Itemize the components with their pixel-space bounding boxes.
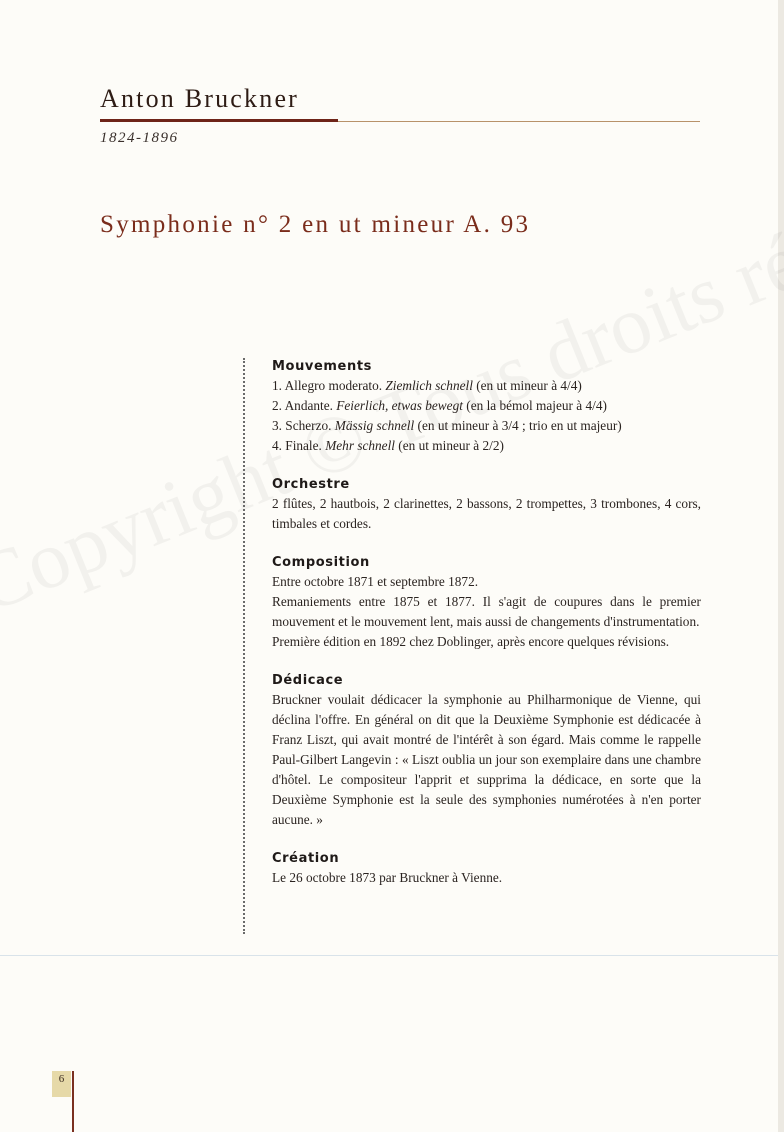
composition-revisions: Remaniements entre 1875 et 1877. Il s'agit de coupures dans le premier mouvement et le mouvement lent, mais aussi de changements d'instrumentation.: [272, 594, 701, 629]
movement-list: [272, 376, 701, 456]
section-mouvements: [272, 358, 701, 456]
composition-edition: Première édition en 1892 chez Doblinger, après encore quelques révisions.: [272, 634, 670, 649]
movement-item: 2. Andante. Feierlich, etwas bewegt (en la bémol majeur à 4/4): [272, 398, 607, 413]
composer-name: Anton Bruckner: [100, 84, 300, 113]
page-number: 6: [52, 1071, 71, 1097]
section-orchestre: [272, 476, 701, 534]
orchestra-text: 2 flûtes, 2 hautbois, 2 clarinettes, 2 bassons, 2 trompettes, 3 trombones, 4 cors, timbales et cordes.: [272, 496, 701, 531]
movement-item: 3. Scherzo. Mässig schnell (en ut mineur à 3/4 ; trio en ut majeur): [272, 418, 622, 433]
section-dedicace: [272, 672, 701, 830]
composition-date: Entre octobre 1871 et septembre 1872.: [272, 574, 479, 589]
page-edge: [778, 0, 784, 1132]
work-details: [272, 358, 701, 908]
dotted-divider: [243, 358, 247, 934]
section-heading: Orchestre: [272, 477, 350, 492]
bottom-rule: [0, 955, 778, 956]
work-title: Symphonie n° 2 en ut mineur A. 93: [100, 211, 531, 238]
section-creation: [272, 850, 701, 888]
section-heading: Mouvements: [272, 359, 372, 374]
composer-dates: 1824-1896: [100, 130, 179, 146]
section-heading: Composition: [272, 555, 370, 570]
dedication-text: Bruckner voulait dédicacer la symphonie au Philharmonique de Vienne, qui déclina l'offre. En général on dit que la Deuxième Symphonie est dédicacée à Franz Liszt, qui avait montré de l'intérêt à son égard. Mais comme le rappelle Paul-Gilbert Langevin : « Liszt oublia un jour son exemplaire dans une chambre d'hôtel. Le compositeur l'apprit et supprima la dédicace, en sorte que la Deuxième Symphonie est la seule des symphonies numérotées à n'en porter aucune. »: [272, 692, 701, 827]
section-heading: Dédicace: [272, 673, 344, 688]
section-heading: Création: [272, 851, 340, 866]
title-underline: [100, 119, 338, 122]
section-composition: [272, 554, 701, 652]
title-rule: [338, 121, 700, 122]
movement-item: 4. Finale. Mehr schnell (en ut mineur à 2/2): [272, 438, 504, 453]
movement-item: 1. Allegro moderato. Ziemlich schnell (en ut mineur à 4/4): [272, 378, 582, 393]
premiere-text: Le 26 octobre 1873 par Bruckner à Vienne.: [272, 870, 503, 885]
page-marker-line: [72, 1071, 74, 1132]
